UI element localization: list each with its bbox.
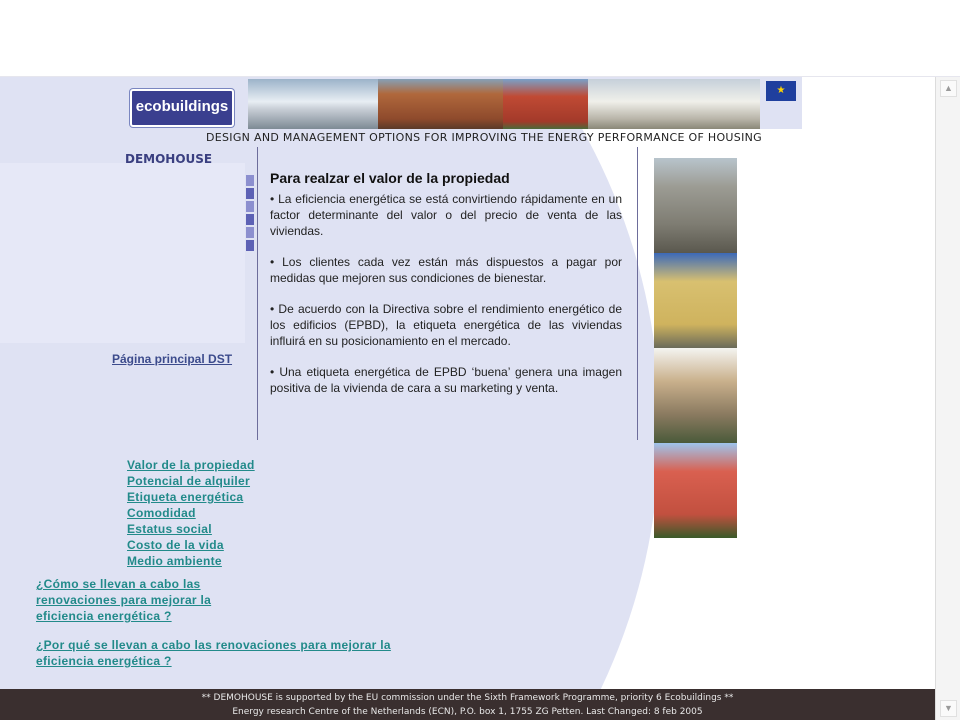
photo-yellow-apartment (654, 253, 737, 348)
decorative-bar (246, 188, 254, 199)
home-link[interactable]: Página principal DST (112, 352, 233, 366)
scroll-down-arrow-icon[interactable]: ▼ (940, 700, 957, 717)
page-title: Para realzar el valor de la propiedad (270, 170, 510, 186)
nav-link-valor[interactable]: Valor de la propiedad (127, 458, 255, 472)
left-divider (257, 147, 258, 440)
vertical-scrollbar[interactable] (935, 77, 960, 720)
question-how-block (36, 576, 236, 624)
photo-tower-blocks (654, 348, 737, 443)
paragraph: • Los clientes cada vez están más dispuestos a pagar por medidas que mejoren sus condiciones de bienestar. (270, 255, 622, 285)
nav-link-potencial[interactable]: Potencial de alquiler (127, 474, 251, 488)
left-blank-panel (0, 163, 245, 343)
side-photo-column (654, 158, 737, 538)
site-header (122, 77, 802, 129)
nav-link-etiqueta[interactable]: Etiqueta energética (127, 490, 244, 504)
nav-link-costo[interactable]: Costo de la vida (127, 538, 224, 552)
header-photo-white-houses (588, 79, 760, 129)
decorative-bar (246, 201, 254, 212)
site-tagline: DESIGN AND MANAGEMENT OPTIONS FOR IMPROVING THE ENERGY PERFORMANCE OF HOUSING (206, 131, 762, 144)
nav-link-medio-ambiente[interactable]: Medio ambiente (127, 554, 222, 568)
right-divider (637, 147, 638, 440)
question-how-link[interactable]: ¿Cómo se llevan a cabo las renovaciones para mejorar la eficiencia energética ? (36, 577, 212, 623)
topic-nav (127, 457, 255, 569)
eu-flag-icon: ★ (766, 81, 796, 101)
ecobuildings-logo[interactable]: ecobuildings (130, 89, 234, 127)
paragraph: • La eficiencia energética se está convirtiendo rápidamente en un factor determinante del valor o del precio de venta de las viviendas. (270, 192, 622, 238)
main-content (270, 170, 622, 411)
question-why-link[interactable]: ¿Por qué se llevan a cabo las renovaciones para mejorar la eficiencia energética ? (36, 638, 391, 668)
decorative-bars (246, 175, 254, 253)
header-photo-brick-building (378, 79, 503, 129)
header-photo-modern-building (248, 79, 378, 129)
decorative-bar (246, 240, 254, 251)
paragraph: • Una etiqueta energética de EPBD ‘buena’ genera una imagen positiva de la vivienda de cara a su marketing y venta. (270, 365, 622, 395)
photo-old-apartment (654, 158, 737, 253)
site-footer (0, 689, 935, 720)
decorative-bar (246, 214, 254, 225)
nav-link-estatus[interactable]: Estatus social (127, 522, 212, 536)
paragraph: • De acuerdo con la Directiva sobre el rendimiento energético de los edificios (EPBD), la etiqueta energética de las viviendas influirá en su posicionamiento en el mercado. (270, 302, 622, 348)
top-blank-area (0, 0, 960, 77)
scroll-up-arrow-icon[interactable]: ▲ (940, 80, 957, 97)
nav-link-comodidad[interactable]: Comodidad (127, 506, 196, 520)
photo-red-tower (654, 443, 737, 538)
footer-line-2: Energy research Centre of the Netherlands (ECN), P.O. box 1, 1755 ZG Petten. Last Changed: 8 feb 2005 (232, 707, 703, 717)
decorative-bar (246, 227, 254, 238)
question-why-block (36, 637, 416, 669)
decorative-bar (246, 175, 254, 186)
header-photo-strip (248, 79, 798, 129)
header-photo-red-building (503, 79, 588, 129)
footer-line-1: ** DEMOHOUSE is supported by the EU commission under the Sixth Framework Programme, priority 6 Ecobuildings ** (201, 693, 734, 703)
section-title: DEMOHOUSE (125, 152, 213, 166)
